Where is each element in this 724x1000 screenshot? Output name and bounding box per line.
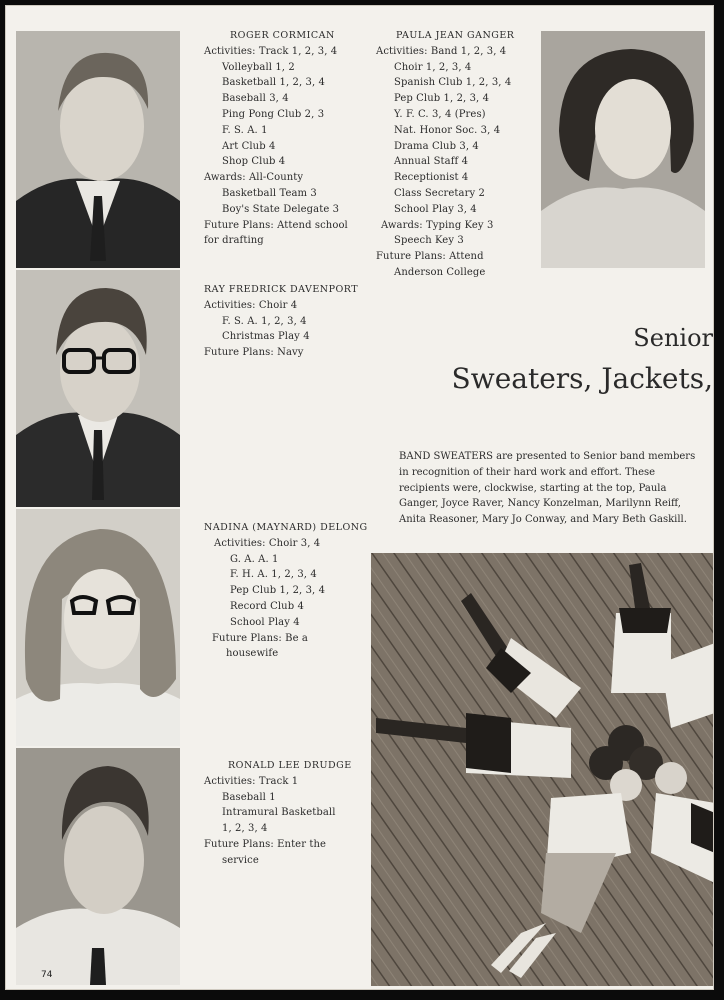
bio-line: Awards: All-County: [204, 172, 304, 184]
bio-line: Intramural Basketball: [222, 807, 336, 819]
bio-paula-ganger: [376, 28, 514, 281]
bio-line: Pep Club 1, 2, 3, 4: [394, 93, 490, 105]
bio-nadina-delong: [204, 520, 368, 662]
bio-line: Basketball 1, 2, 3, 4: [222, 77, 325, 89]
student-name: NADINA (MAYNARD) DELONG: [204, 522, 368, 533]
headline-sweaters-jackets: Sweaters, Jackets,: [451, 362, 713, 395]
bio-line: Class Secretary 2: [394, 187, 485, 199]
bio-line: Future Plans: Navy: [204, 347, 304, 359]
portrait-nadina-delong: [16, 509, 180, 746]
bio-line: housewife: [226, 648, 279, 660]
band-sweaters-caption: BAND SWEATERS are presented to Senior band members in recognition of their hard work and effort. These recipients were, clockwise, starting at the top, Paula Ganger, Joyce Raver, Nancy Konzelman, Marilynn Reiff, Anita Reasoner, Mary Jo Conway, and Mary Beth Gaskill.: [399, 451, 696, 526]
yearbook-page: [5, 5, 714, 990]
bio-line: Activities: Band 1, 2, 3, 4: [376, 45, 507, 57]
bio-line: for drafting: [204, 235, 264, 247]
bio-line: Future Plans: Attend school: [204, 219, 348, 231]
bio-line: 1, 2, 3, 4: [222, 823, 268, 835]
portrait-ray-davenport: [16, 270, 180, 507]
bio-line: Receptionist 4: [394, 172, 469, 184]
bio-line: Awards: Typing Key 3: [381, 219, 494, 231]
bio-line: Basketball Team 3: [222, 187, 317, 199]
headline-senior: Senior: [633, 324, 713, 352]
bio-ray-davenport: [204, 282, 358, 361]
bio-line: Activities: Choir 3, 4: [214, 537, 321, 549]
portrait-ronald-drudge: [16, 748, 180, 985]
bio-line: F. S. A. 1: [222, 124, 268, 136]
bio-line: Baseball 3, 4: [222, 93, 289, 105]
bio-line: G. A. A. 1: [230, 553, 279, 565]
bio-line: Choir 1, 2, 3, 4: [394, 61, 472, 73]
portrait-roger-cormican: [16, 31, 180, 268]
bio-line: Future Plans: Be a: [212, 632, 308, 644]
page-number: 74: [41, 970, 53, 980]
bio-line: Christmas Play 4: [222, 331, 310, 343]
bio-line: F. S. A. 1, 2, 3, 4: [222, 315, 307, 327]
band-sweaters-group-photo: [371, 553, 714, 986]
bio-line: Spanish Club 1, 2, 3, 4: [394, 77, 512, 89]
bio-line: Baseball 1: [222, 791, 276, 803]
bio-line: Y. F. C. 3, 4 (Pres): [394, 108, 486, 120]
bio-line: Annual Staff 4: [394, 156, 469, 168]
student-name: RONALD LEE DRUDGE: [228, 760, 352, 771]
bio-line: Activities: Track 1, 2, 3, 4: [204, 45, 338, 57]
bio-line: service: [222, 854, 259, 866]
bio-line: Ping Pong Club 2, 3: [222, 108, 325, 120]
bio-line: F. H. A. 1, 2, 3, 4: [230, 569, 317, 581]
bio-line: Boy's State Delegate 3: [222, 203, 340, 215]
bio-line: Future Plans: Enter the: [204, 838, 327, 850]
bio-line: Record Club 4: [230, 600, 304, 612]
bio-ronald-drudge: [204, 758, 352, 869]
bio-line: Activities: Track 1: [204, 775, 299, 787]
portrait-paula-ganger: [541, 31, 705, 268]
bio-line: Pep Club 1, 2, 3, 4: [230, 585, 326, 597]
bio-line: Anderson College: [394, 266, 486, 278]
student-name: ROGER CORMICAN: [230, 30, 335, 41]
bio-line: Activities: Choir 4: [204, 299, 298, 311]
bio-line: Shop Club 4: [222, 156, 286, 168]
bio-line: Speech Key 3: [394, 235, 464, 247]
bio-roger-cormican: [204, 28, 348, 249]
bio-line: Volleyball 1, 2: [222, 61, 295, 73]
student-name: RAY FREDRICK DAVENPORT: [204, 284, 359, 295]
bio-line: Drama Club 3, 4: [394, 140, 479, 152]
bio-line: Future Plans: Attend: [376, 251, 484, 263]
student-name: PAULA JEAN GANGER: [396, 30, 515, 41]
bio-line: School Play 3, 4: [394, 203, 477, 215]
bio-line: Art Club 4: [222, 140, 276, 152]
bio-line: School Play 4: [230, 616, 300, 628]
bio-line: Nat. Honor Soc. 3, 4: [394, 124, 501, 136]
